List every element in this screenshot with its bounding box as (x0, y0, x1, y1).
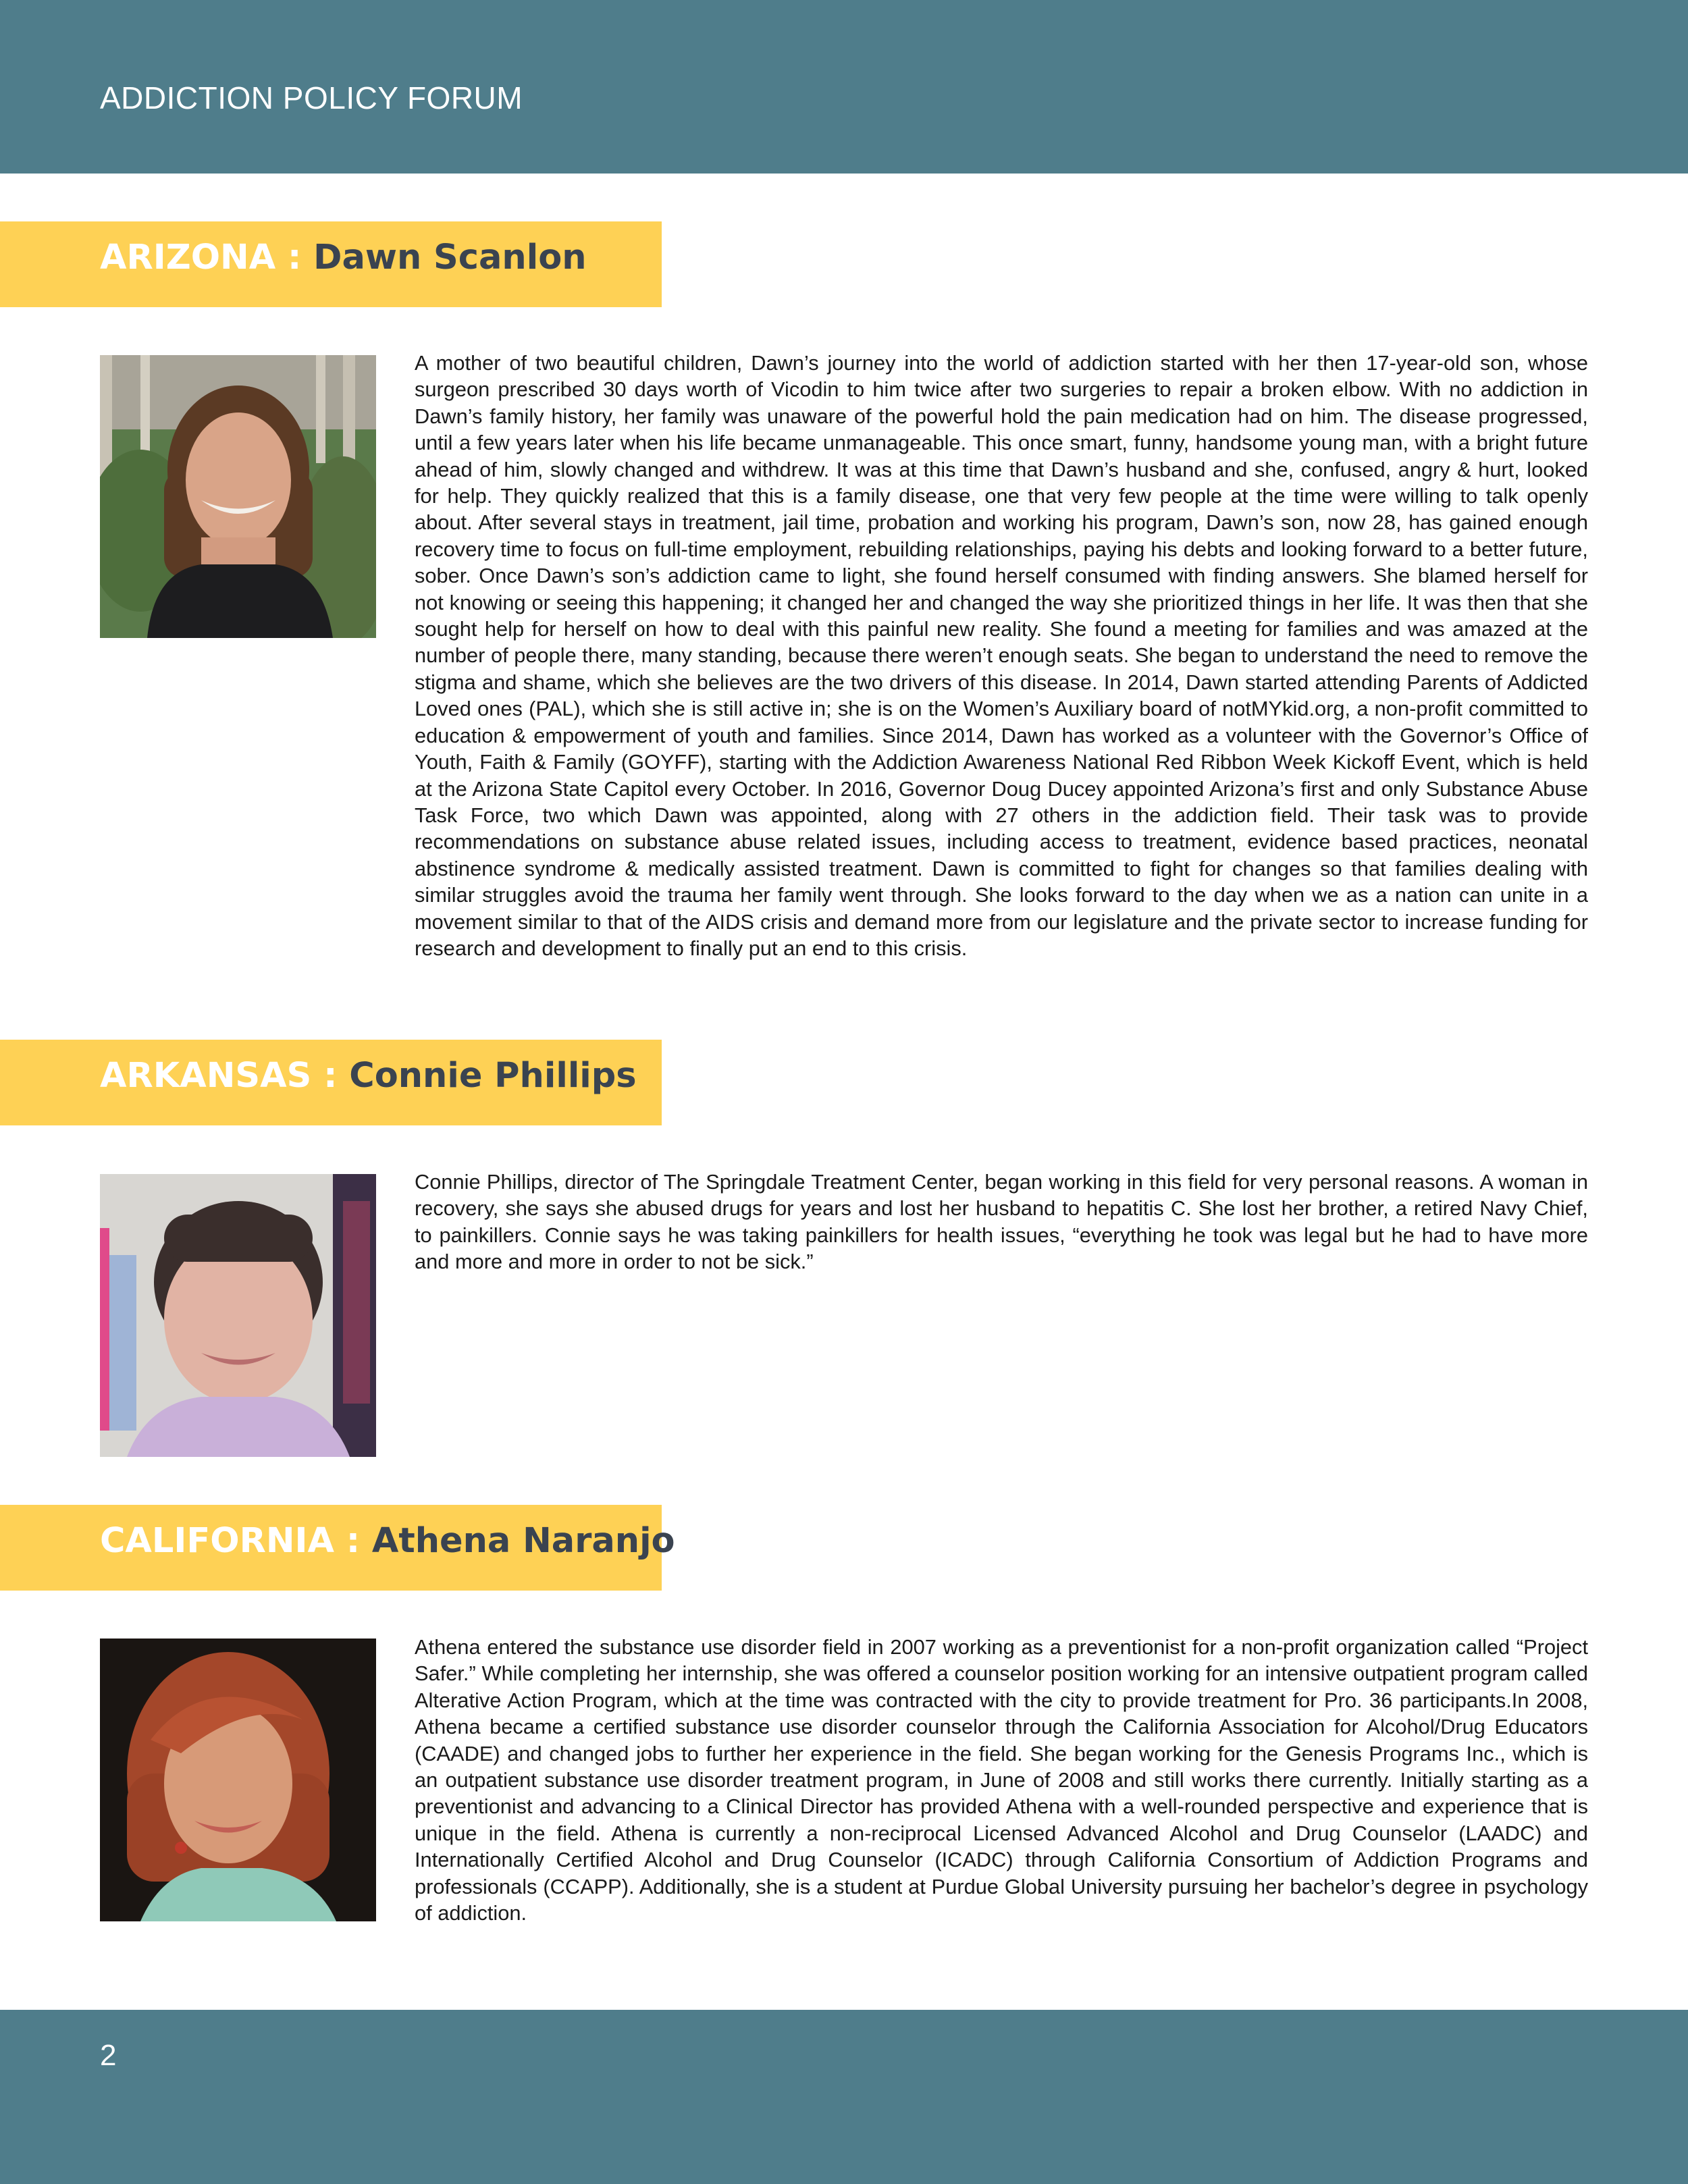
portrait-photo (100, 1639, 376, 1921)
bio-text: Athena entered the substance use disorder field in 2007 working as a preventionist for a non-profit organization called “Project Safer.” While completing her internship, she was offered a counselor position working for an intensive outpatient program called Alterative Action Program, which at the time was contracted with the city to provide treatment for Pro. 36 participants.In 2008, Athena became a certified substance use disorder counselor through the California Association for Alcohol/Drug Educators (CAADE) and changed jobs to further her experience in the field. She began working for the Genesis Programs Inc., which is an outpatient substance use disorder treatment program, in June of 2008 and still works there currently. Initially starting as a preventionist and advancing to a Clinical Director has provided Athena with a well-rounded perspective and experience that is unique in the field. Athena is currently a non-reciprocal Licensed Advanced Alcohol and Drug Counselor (LAADC) and Internationally Certified Alcohol and Drug Counselor (ICADC) through California Consortium of Addiction Programs and professionals (CCAPP). Additionally, she is a student at Purdue Global University pursuing her bachelor’s degree in psychology of addiction. (415, 1635, 1588, 1925)
state-name: ARKANSAS (100, 1056, 312, 1096)
bio-text: Connie Phillips, director of The Springdale Treatment Center, began working in this field for very personal reasons. A woman in recovery, she says she abused drugs for years and lost her husband to hepatitis C. She lost her brother, a retired Navy Chief, to painkillers. Connie says he was taking painkillers for health issues, “everything he took was legal but he had to have more and more and more in order to not be sick.” (415, 1170, 1588, 1274)
footer-band (0, 2010, 1688, 2184)
heading-separator: : (311, 1056, 350, 1096)
portrait-photo (100, 355, 376, 638)
section-heading (100, 1056, 637, 1096)
section-heading (100, 1521, 675, 1561)
section-banner-california (0, 1505, 675, 1591)
heading-separator: : (275, 238, 314, 277)
page-number: 2 (100, 2039, 117, 2072)
state-name: ARIZONA (100, 238, 276, 277)
page-header-title: ADDICTION POLICY FORUM (100, 80, 523, 115)
bio-text: A mother of two beautiful children, Dawn’s journey into the world of addiction started with her then 17-year-old son, whose surgeon prescribed 30 days worth of Vicodin to him twice after two surgeries to repair a broken elbow. With no addiction in Dawn’s family history, her family was unaware of the powerful hold the pain medication had on him. The disease progressed, until a few years later when his life became unmanageable. This once smart, funny, handsome young man, with a bright future ahead of him, slowly changed and withdrew. It was at this time that Dawn’s husband and she, confused, angry & hurt, looked for help. They quickly realized that this is a family disease, one that very few people at the time were willing to talk openly about. After several stays in treatment, jail time, probation and working his program, Dawn’s son, now 28, has gained enough recovery time to focus on full-time employment, rebuilding relationships, paying his debts and looking forward to a better future, sober. Once Dawn’s son’s addiction came to light, she found herself consumed with finding answers. She blamed herself for not knowing or seeing this happening; it changed her and changed the way she prioritized things in her life. It was then that she sought help for herself on how to deal with this painful new reality. She found a meeting for families and was amazed at the number of people there, many standing, because there weren’t enough seats. She began to understand the need to remove the stigma and shame, which she believes are the two drivers of this disease. In 2014, Dawn started attending Parents of Addicted Loved ones (PAL), which she is still active in; she is on the Women’s Auxiliary board of notMYkid.org, a non-profit committed to education & empowerment of youth and families. Since 2014, Dawn has worked as a volunteer with the Governor’s Office of Youth, Faith & Family (GOYFF), starting with the Addiction Awareness National Red Ribbon Week Kickoff Event, which is held at the Arizona State Capitol every October. In 2016, Governor Doug Ducey appointed Arizona’s first and only Substance Abuse Task Force, two which Dawn was appointed, along with 27 others in the addiction field. Their task was to provide recommendations on substance abuse related issues, including access to treatment, evidence based practices, neonatal abstinence syndrome & medically assisted treatment. Dawn is committed to fight for changes so that families dealing with similar struggles avoid the trauma her family went through. She looks forward to the day when we as a nation can unite in a movement similar to that of the AIDS crisis and demand more from our legislature and the private sector to increase funding for research and development to finally put an end to this crisis. (415, 351, 1588, 960)
portrait-photo (100, 1174, 376, 1457)
section-banner-arkansas (0, 1040, 662, 1125)
person-name: Dawn Scanlon (313, 238, 587, 277)
person-name: Athena Naranjo (371, 1521, 675, 1561)
section-banner-arizona (0, 221, 662, 307)
state-name: CALIFORNIA (100, 1521, 334, 1561)
section-heading (100, 238, 587, 277)
person-name: Connie Phillips (349, 1056, 637, 1096)
heading-separator: : (334, 1521, 372, 1561)
